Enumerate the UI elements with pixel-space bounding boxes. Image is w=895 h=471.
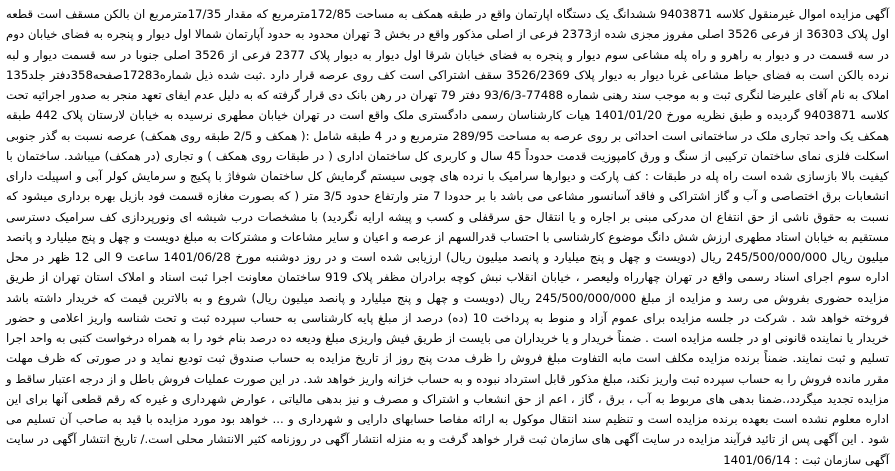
auction-notice-text: آگهی مزایده اموال غیرمنقول کلاسه 9403871 ششدانگ یک دستگاه اپارتمان واقع در طبقه همکف به مساحت 172/85مترمربع که مقدار 17/35مترمربع ان بالکن مسقف است قطعه اول پلاک 36303 از فرعی 3526 اصلی مفروز مجزی شده از2373 فرعی از اصلی مذکور واقع در بخش 3 تهران محدود به حدود آپارتمان شمالا اول دیوار و پنجره به فضای خیابان دوم در سه قسمت در و دیوار به راهرو و راه پله مشاعی سوم دیوار و پنجره به فضای خیابان شرقا اول دیوار به دیوار پلاک 2377 فرعی از 3526 اصلی جنوبا در سه قسمت دیوار و لبه نرده بالکن است به فضای حیاط مشاعی غربا دیوار به دیوار پلاک 3526/2369 سقف اشتراکی است کف روی عرصه قرار دارد .ثبت شده ذیل شماره17283صفحه358دفتر جلد135 املاک به نام آقای علیرضا لنگری ثبت و به موجب سند رهنی شماره 77488-93/6/3 دفتر 79 تهران در رهن بانک دی قرار گرفته که به دلیل عدم ایفای تعهد منجر به صدور اجرائیه تحت کلاسه 9403871 گردیده و طبق نظریه مورخ 1401/01/20 هیات کارشناسان رسمی دادگستری ملک واقع است در تهران خیابان مطهری نرسیده به خیابان لارستان پلاک 442 طبقه همکف یک واحد تجاری ملک در ساختمانی است احداثی بر روی عرصه به مساحت 289/95 مترمربع و در 4 طبقه شامل :( همکف و 2/5 طبقه روی همکف) عرصه نسبت به گذر جنوبی اسکلت فلزی نمای ساختمان ترکیبی از سنگ و ورق کامپوزیت قدمت حدوداً 45 سال و کاربری کل ساختمان اداری ( در طبقات روی همکف ) و تجاری (در همکف) میباشد. ساختمان با کیفیت بالا بازسازی شده است راه پله در طبقات : کف پارکت و دیوارها سرامیک با نرده های چوبی سیستم گرمایش کل ساختمان شوفاژ با پکیج و سرمایش کولر آبی و اسپیلت دارای انشعابات برق اختصاصی و آب و گاز اشتراکی و فاقد آسانسور مشاعی می باشد با بر حدودا 7 متر وارتفاع حدود 3/5 متر ( که بصورت مغازه قسمت فود بازیل بهره برداری میشود که نسبت به حقوق ناشی از حق انتفاع ان مدرکی مبنی بر اجاره و یا انتقال حق سرقفلی و کسب و پیشه ارایه نگردید) با مشخصات درب شیشه ای ونورپردازی کف سرامیک دسترسی مستقیم به خیابان استاد مطهری ارزش شش دانگ موضوع کارشناسی با احتساب قدرالسهم از عرصه و اعیان و سایر مشاعات و مشترکات به مبلغ دویست و چهل و پنج میلیارد و پانصد میلیون ریال 245/500/000/000 ریال (دویست و چهل و پنج میلیارد و پانصد میلیون ریال) ارزیابی شده است و در روز دوشنبه مورخ 1401/06/28 ساعت 9 الی 12 ظهر در محل اداره سوم اجرای اسناد رسمی واقع در تهران چهارراه ولیعصر ، خیابان انقلاب نبش کوچه برادران مظفر پلاک 919 ساختمان معاونت اجرا ثبت اسناد و املاک استان تهران از طریق مزایده حضوری بفروش می رسد و مزایده از مبلغ 245/500/000/000 ریال (دویست و چهل و پنج میلیارد و پانصد میلیون ریال) شروع و به بالاترین قیمت که خریدار داشته باشد فروخته خواهد شد . شرکت در جلسه مزایده برای عموم آزاد و منوط به پرداخت 10 (ده) درصد از مبلغ پایه کارشناسی به حساب سپرده ثبت و تحت شناسه واریز اعلامی و حضور خریدار یا نماینده قانونی او در جلسه مزایده است . ضمناً خریدار و یا خریداران می بایست از طریق فیش واریزی مبلغ ودیعه ده درصد بنام خود را به همراه درخواست کتبی به واحد اجرا تسلیم و ثبت نمایند. ضمناً برنده مزایده مکلف است مابه التفاوت مبلغ فروش را ظرف مدت پنج روز از تاریخ مزایده به حساب صندوق ثبت تودیع نماید و در صورتی که ظرف مهلت مقرر مانده فروش را به حساب سپرده ثبت واریز نکند، مبلغ مذکور قابل استرداد نبوده و به حساب خزانه واریز خواهد شد. در این صورت عملیات فروش باطل و از درجه اعتبار ساقط و مزایده تجدید میگردد،.ضمنا بدهی های مربوط به آب ، برق ، گاز ، اعم از حق انشعاب و اشتراک و مصرف و نیز بدهی مالیاتی ، عوارض شهرداری و غیره که رقم قطعی آنها برای این اداره معلوم نشده است بعهده برنده مزایده است و تنظیم سند انتقال موکول به ارائه مفاصا حسابهای دارایی و شهرداری و ... خواهد بود مورد مزایده با قید به صاحب آن تسلیم می شود . این آگهی پس از تائید فرآیند مزایده در سایت آگهی های سازمان ثبت قرار خواهد گرفت و به منزله انتشار آگهی در روزنامه کثیر الانتشار محلی است./ تاریخ انتشار آگهی در سایت آگهی سازمان ثبت : 1401/06/14	[6, 7, 890, 467]
